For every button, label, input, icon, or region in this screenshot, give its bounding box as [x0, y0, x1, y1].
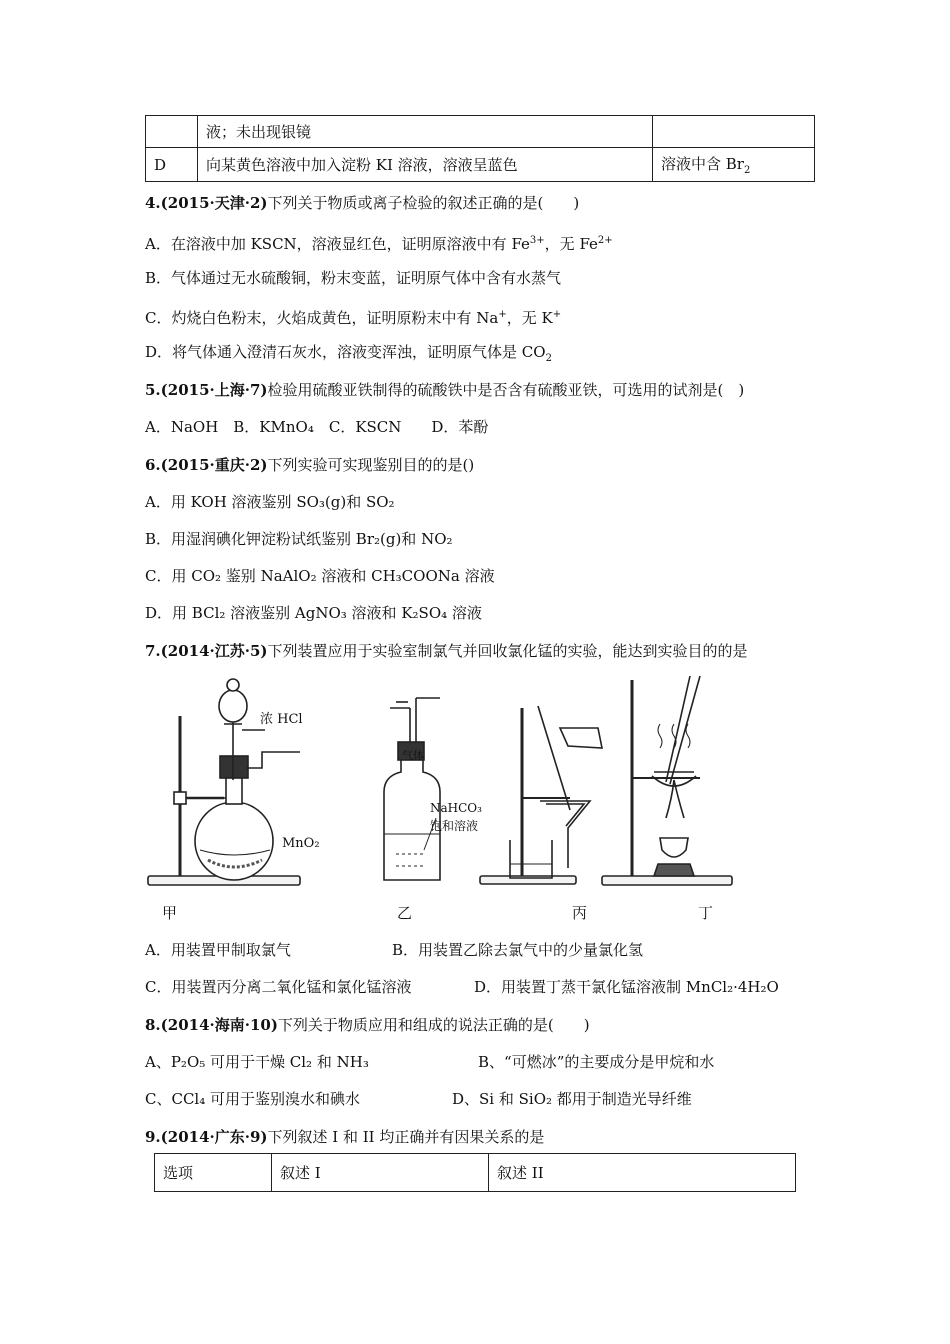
label-conc-hcl: 浓 HCl — [260, 712, 303, 727]
q8-option-d: D、Si 和 SiO₂ 都用于制造光导纤维 — [452, 1090, 692, 1108]
table-cell: 液；未出现银镜 — [198, 116, 653, 148]
caption-bing: 丙 — [572, 904, 588, 922]
question-5-stem: 5.(2015·上海·7)检验用硫酸亚铁制得的硫酸铁中是否含有硫酸亚铁，可选用的试剂是( ) — [145, 381, 745, 399]
caption-jia: 甲 — [162, 904, 178, 922]
apparatus-ding — [602, 676, 732, 885]
q7-option-c: C．用装置丙分离二氧化锰和氯化锰溶液 — [145, 978, 412, 996]
q9-table — [154, 1153, 796, 1192]
q4-option-b: B．气体通过无水硫酸铜，粉末变蓝，证明原气体中含有水蒸气 — [145, 269, 562, 287]
table-cell: 向某黄色溶液中加入淀粉 KI 溶液，溶液呈蓝色 — [198, 148, 653, 182]
q4-option-d: D．将气体通入澄清石灰水，溶液变浑浊，证明原气体是 $CO_2$ — [145, 343, 552, 364]
apparatus-bing — [480, 706, 602, 884]
q7-option-d: D．用装置丁蒸干氯化锰溶液制 MnCl₂·4H₂O — [474, 978, 779, 996]
question-6-stem: 6.(2015·重庆·2)下列实验可实现鉴别目的的是() — [145, 456, 475, 474]
question-8-stem: 8.(2014·海南·10)下列关于物质应用和组成的说法正确的是( ) — [145, 1016, 590, 1034]
apparatus-yi — [384, 698, 440, 880]
question-9-stem: 9.(2014·广东·9)下列叙述 I 和 II 均正确并有因果关系的是 — [145, 1128, 545, 1146]
table-cell: D — [146, 148, 198, 182]
q8-option-b: B、“可燃冰”的主要成分是甲烷和水 — [478, 1053, 715, 1071]
table-cell: 溶液中含 $Br_2$ — [653, 148, 815, 182]
q6-option-c: C．用 CO₂ 鉴别 NaAlO₂ 溶液和 CH₃COONa 溶液 — [145, 567, 495, 585]
q7-option-b: B．用装置乙除去氯气中的少量氯化氢 — [392, 941, 644, 959]
caption-yi: 乙 — [397, 904, 413, 922]
question-7-stem: 7.(2014·江苏·5)下列装置应用于实验室制氯气并回收氯化锰的实验，能达到实验目的的是 — [145, 642, 748, 660]
label-nahco3: NaHCO₃ — [430, 801, 482, 815]
table-header: 叙述 II — [489, 1154, 796, 1192]
question-4-stem: 4.(2015·天津·2)下列关于物质或离子检验的叙述正确的是( ) — [145, 194, 580, 212]
q8-option-a: A、P₂O₅ 可用于干燥 Cl₂ 和 NH₃ — [145, 1053, 369, 1071]
table-header: 叙述 I — [272, 1154, 489, 1192]
caption-ding: 丁 — [698, 904, 714, 922]
table-cell — [146, 116, 198, 148]
table-cell — [653, 116, 815, 148]
q5-options: A．NaOH B．KMnO₄ C．KSCN D．苯酚 — [145, 418, 489, 436]
q7-option-a: A．用装置甲制取氯气 — [145, 941, 291, 959]
q6-option-a: A．用 KOH 溶液鉴别 SO₃(g)和 SO₂ — [145, 493, 395, 511]
q6-option-d: D．用 BCl₂ 溶液鉴别 AgNO₃ 溶液和 K₂SO₄ 溶液 — [145, 604, 482, 622]
top-answer-table — [145, 115, 815, 182]
label-saturated: 饱和溶液 — [430, 819, 479, 833]
q8-option-c: C、CCl₄ 可用于鉴别溴水和碘水 — [145, 1090, 361, 1108]
label-gas: 气体 — [402, 749, 424, 762]
label-mno2: MnO₂ — [282, 836, 320, 851]
q4-option-a: A．在溶液中加 KSCN，溶液显红色，证明原溶液中有 $Fe^{3+}$，无 $Fe^{2+}$ — [145, 235, 613, 253]
q6-option-b: B．用湿润碘化钾淀粉试纸鉴别 Br₂(g)和 NO₂ — [145, 530, 453, 548]
apparatus-figure — [140, 668, 740, 896]
table-header: 选项 — [155, 1154, 272, 1192]
q4-option-c: C．灼烧白色粉末，火焰成黄色，证明原粉末中有 Na+，无 K+ — [145, 309, 562, 327]
